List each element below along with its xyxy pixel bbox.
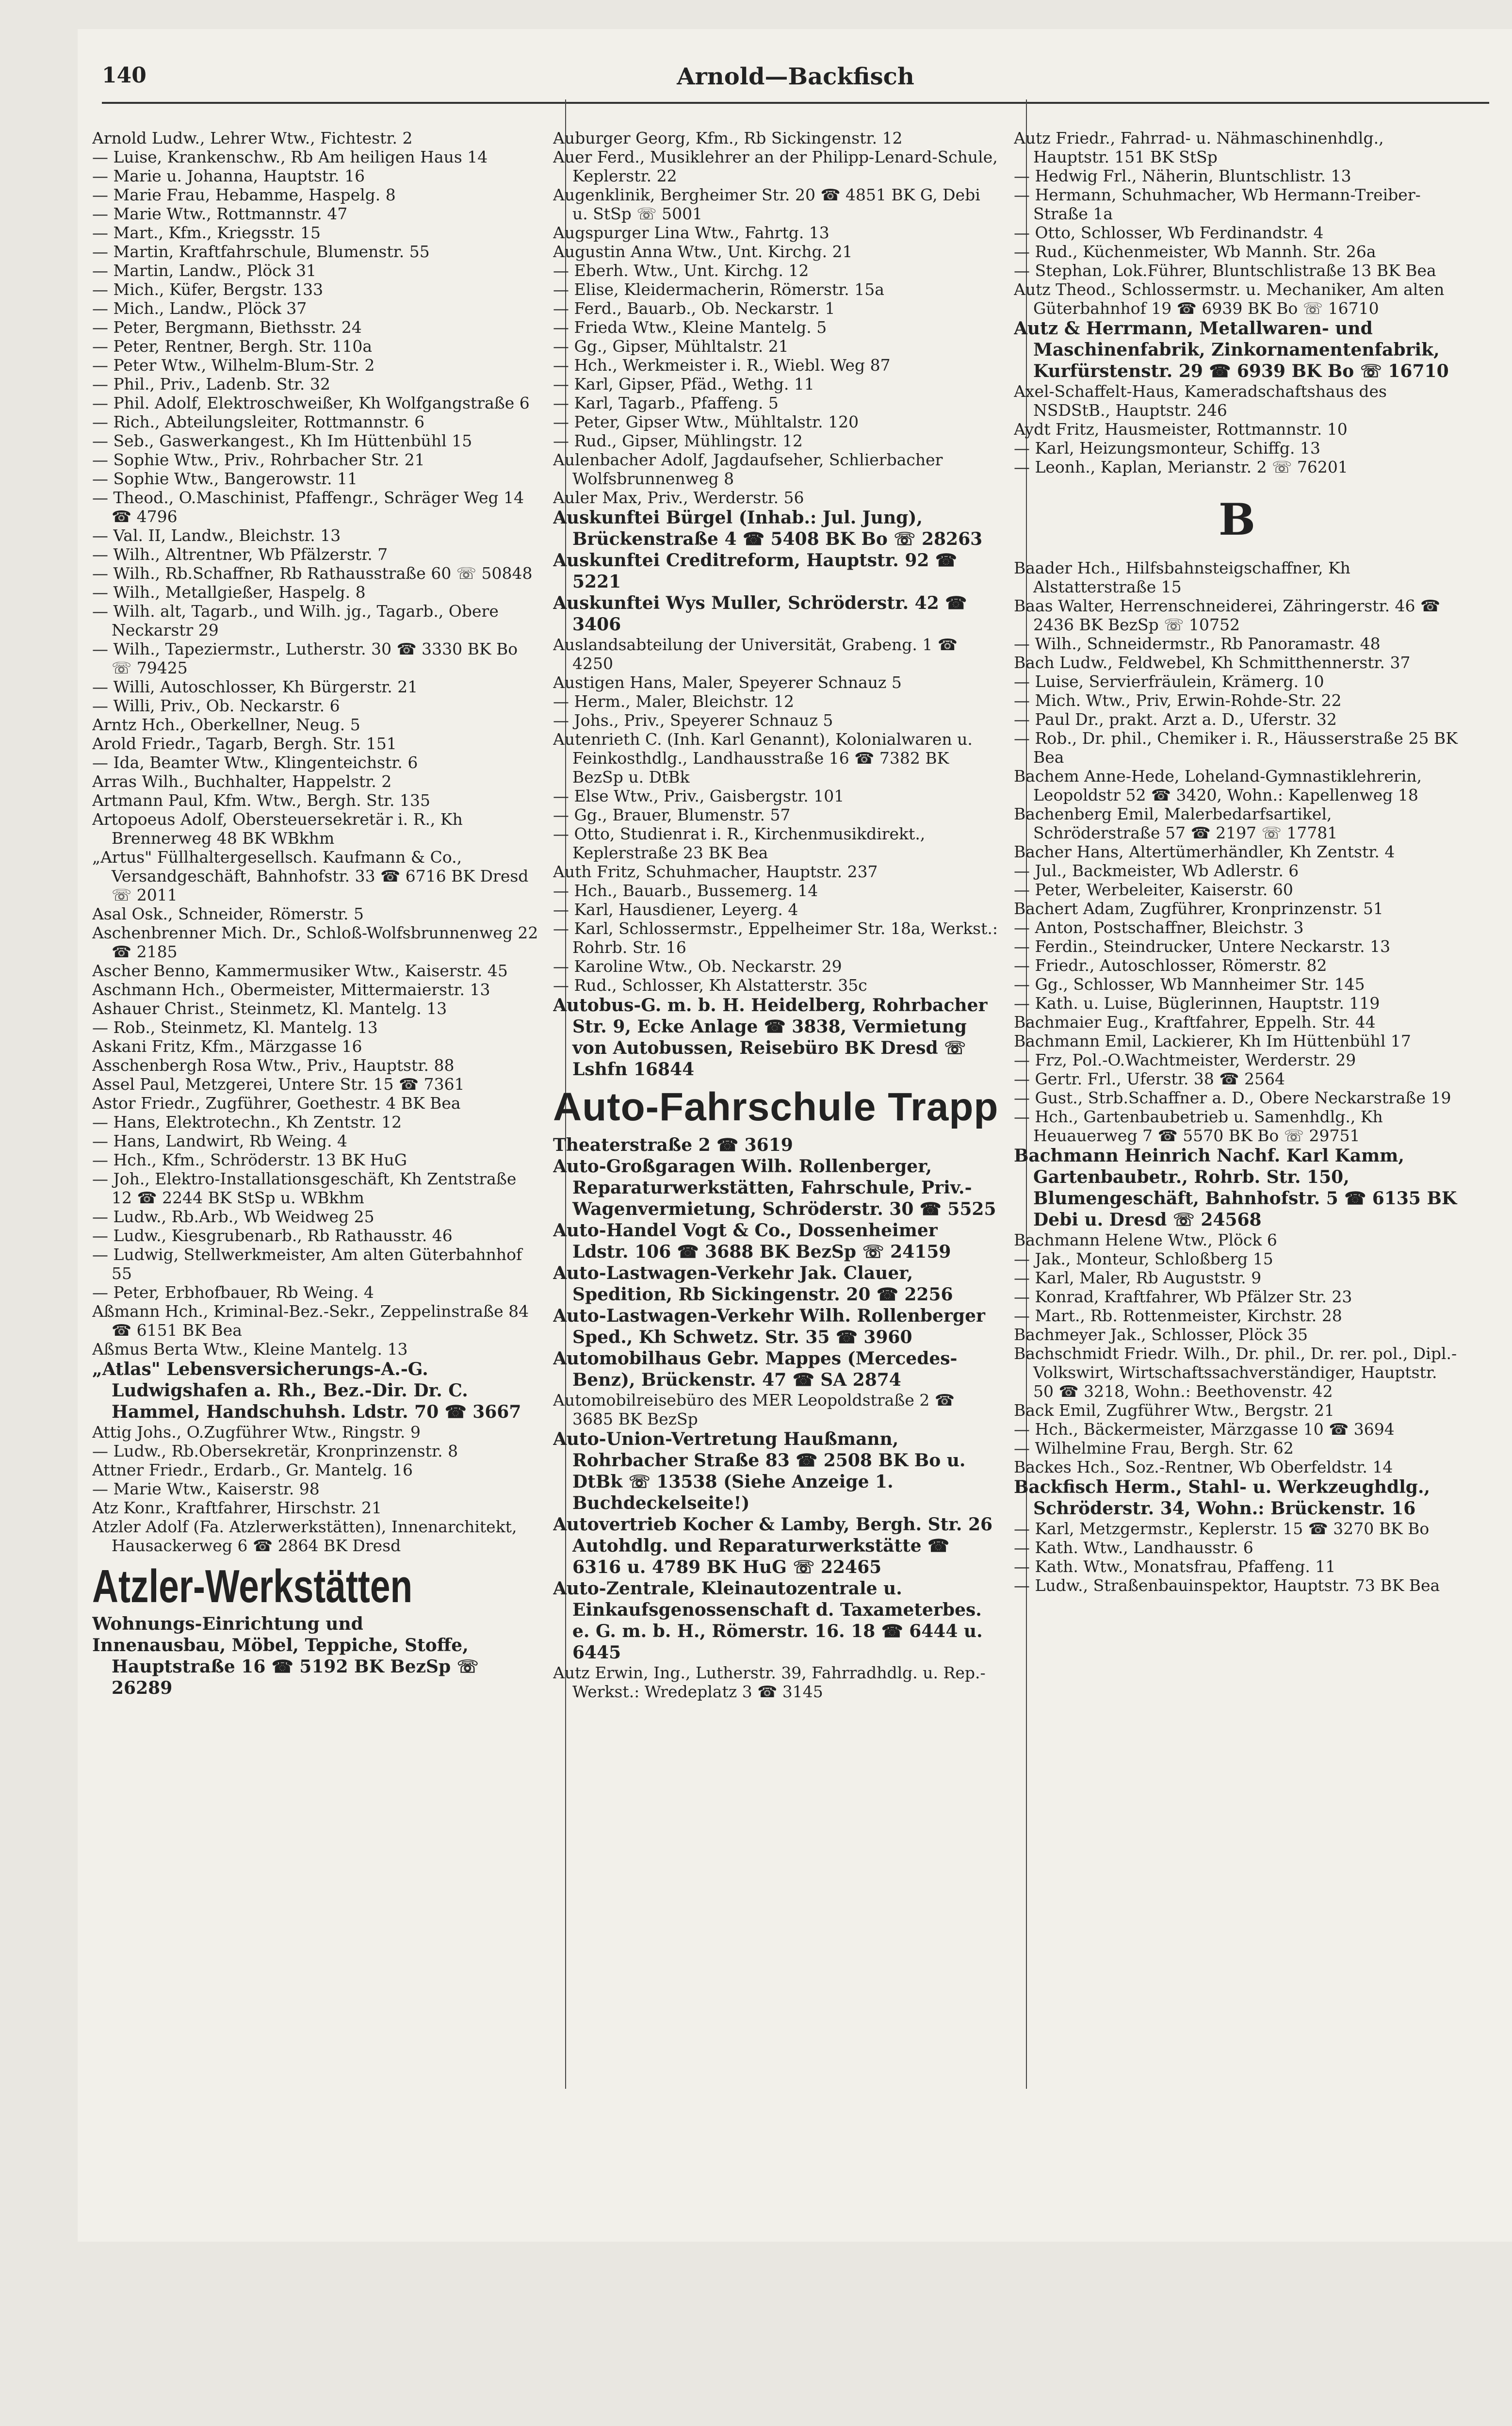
- directory-entry: — Martin, Landw., Plöck 31: [92, 261, 317, 280]
- directory-entry: — Gg., Schlosser, Wb Mannheimer Str. 145: [1014, 975, 1365, 994]
- directory-entry: Askani Fritz, Kfm., Märzgasse 16: [92, 1037, 362, 1056]
- directory-entry: Auskunftei Wys Muller, Schröderstr. 42 ☎ 3406: [553, 593, 967, 635]
- directory-entry: — Mich., Landw., Plöck 37: [92, 299, 307, 318]
- directory-entry: Augspurger Lina Wtw., Fahrtg. 13: [553, 223, 829, 242]
- directory-entry: — Theod., O.Maschinist, Pfaffengr., Schräger Weg 14 ☎ 4796: [92, 488, 524, 526]
- directory-entry: Augustin Anna Wtw., Unt. Kirchg. 21: [553, 242, 853, 261]
- directory-entry: — Hans, Landwirt, Rb Weing. 4: [92, 1131, 348, 1150]
- directory-entry: Arold Friedr., Tagarb, Bergh. Str. 151: [92, 734, 397, 753]
- directory-entry: — Ida, Beamter Wtw., Klingenteichstr. 6: [92, 753, 418, 772]
- directory-entry: — Elise, Kleidermacherin, Römerstr. 15a: [553, 280, 884, 299]
- directory-entry: — Rud., Gipser, Mühlingstr. 12: [553, 431, 803, 450]
- column-1: [92, 129, 538, 2118]
- directory-entry: — Frieda Wtw., Kleine Mantelg. 5: [553, 318, 827, 337]
- directory-entry: Autenrieth C. (Inh. Karl Genannt), Kolonialwaren u. Feinkosthdlg., Landhausstraße 16 ☎ 7382 BK BezSp u. DtBk: [553, 730, 973, 787]
- directory-entry: Arnold Ludw., Lehrer Wtw., Fichtestr. 2: [92, 129, 413, 148]
- directory-entry: Autobus-G. m. b. H. Heidelberg, Rohrbacher Str. 9, Ecke Anlage ☎ 3838, Vermietung von Autobussen, Reisebüro BK Dresd ☏ Lshfn 16844: [553, 995, 988, 1080]
- directory-entry: Automobilhaus Gebr. Mappes (Mercedes-Benz), Brückenstr. 47 ☎ SA 2874: [553, 1348, 958, 1390]
- directory-entry: — Hch., Werkmeister i. R., Wiebl. Weg 87: [553, 356, 891, 375]
- directory-entry: — Friedr., Autoschlosser, Römerstr. 82: [1014, 956, 1327, 975]
- directory-entry: — Sophie Wtw., Bangerowstr. 11: [92, 469, 358, 488]
- directory-entry: — Ludw., Straßenbauinspektor, Hauptstr. 73 BK Bea: [1014, 1576, 1440, 1595]
- directory-entry: Attig Johs., O.Zugführer Wtw., Ringstr. 9: [92, 1423, 421, 1442]
- directory-entry: — Eberh. Wtw., Unt. Kirchg. 12: [553, 261, 809, 280]
- directory-entry: Aschenbrenner Mich. Dr., Schloß-Wolfsbrunnenweg 22 ☎ 2185: [92, 923, 538, 961]
- directory-entry: Baader Hch., Hilfsbahnsteigschaffner, Kh Alstatterstraße 15: [1014, 558, 1350, 596]
- directory-entry: „Artus" Füllhaltergesellsch. Kaufmann & Co., Versandgeschäft, Bahnhofstr. 33 ☎ 6716 BK Dresd ☏ 2011: [92, 848, 529, 904]
- directory-entry: — Peter Wtw., Wilhelm-Blum-Str. 2: [92, 356, 375, 375]
- directory-entry: — Karl, Heizungsmonteur, Schiffg. 13: [1014, 439, 1320, 458]
- directory-entry: — Mich., Küfer, Bergstr. 133: [92, 280, 324, 299]
- directory-entry: — Kath. u. Luise, Büglerinnen, Hauptstr. 119: [1014, 994, 1380, 1013]
- directory-entry: — Wilh., Rb.Schaffner, Rb Rathausstraße 60 ☏ 50848: [92, 564, 533, 583]
- directory-entry: — Willi, Autoschlosser, Kh Bürgerstr. 21: [92, 677, 418, 696]
- directory-entry: — Wilh., Tapeziermstr., Lutherstr. 30 ☎ 3330 BK Bo ☏ 79425: [92, 639, 518, 677]
- directory-entry: Auler Max, Priv., Werderstr. 56: [553, 488, 804, 507]
- directory-entry: Bachmaier Eug., Kraftfahrer, Eppelh. Str. 44: [1014, 1013, 1376, 1032]
- directory-entry: — Sophie Wtw., Priv., Rohrbacher Str. 21: [92, 450, 425, 469]
- directory-entry: Autz & Herrmann, Metallwaren- und Maschinenfabrik, Zinkornamentenfabrik, Kurfürstenstr. 29 ☎ 6939 BK Bo ☏ 16710: [1014, 318, 1449, 381]
- directory-entry: Backfisch Herm., Stahl- u. Werkzeughdlg., Schröderstr. 34, Wohn.: Brückenstr. 16: [1014, 1477, 1431, 1519]
- directory-entry: — Peter, Gipser Wtw., Mühltalstr. 120: [553, 412, 859, 431]
- directory-entry: Bachmann Heinrich Nachf. Karl Kamm, Gartenbaubetr., Rohrb. Str. 150, Blumengeschäft, Bahnhofstr. 5 ☎ 6135 BK Debi u. Dresd ☏ 24568: [1014, 1146, 1457, 1230]
- directory-entry: — Konrad, Kraftfahrer, Wb Pfälzer Str. 23: [1014, 1287, 1352, 1306]
- directory-entry: Asal Osk., Schneider, Römerstr. 5: [92, 904, 364, 923]
- directory-entry: — Kath. Wtw., Landhausstr. 6: [1014, 1538, 1253, 1557]
- directory-entry: — Hch., Bauarb., Bussemerg. 14: [553, 881, 818, 900]
- directory-entry: Astor Friedr., Zugführer, Goethestr. 4 BK Bea: [92, 1094, 461, 1113]
- ad-side-text: Wohnungs-Einrichtung und: [92, 1614, 363, 1634]
- directory-entry: — Mart., Rb. Rottenmeister, Kirchstr. 28: [1014, 1306, 1342, 1325]
- directory-entry: — Johs., Priv., Speyerer Schnauz 5: [553, 711, 833, 730]
- directory-entry: Auto-Lastwagen-Verkehr Wilh. Rollenberger Sped., Kh Schwetz. Str. 35 ☎ 3960: [553, 1306, 985, 1347]
- directory-entry: Assel Paul, Metzgerei, Untere Str. 15 ☎ 7361: [92, 1075, 465, 1094]
- directory-entry: Bachmeyer Jak., Schlosser, Plöck 35: [1014, 1325, 1308, 1344]
- directory-entry: Aßmann Hch., Kriminal-Bez.-Sekr., Zeppelinstraße 84 ☎ 6151 BK Bea: [92, 1302, 529, 1340]
- directory-entry: Backes Hch., Soz.-Rentner, Wb Oberfeldstr. 14: [1014, 1458, 1393, 1476]
- directory-entry: — Karl, Schlossermstr., Eppelheimer Str. 18a, Werkst.: Rohrb. Str. 16: [553, 919, 998, 957]
- directory-entry: — Gg., Gipser, Mühltalstr. 21: [553, 337, 789, 356]
- column-3: [1014, 129, 1460, 2118]
- directory-entry: Ascher Benno, Kammermusiker Wtw., Kaiserstr. 45: [92, 961, 508, 980]
- directory-entry: Auskunftei Creditreform, Hauptstr. 92 ☎ 5221: [553, 550, 957, 592]
- directory-entry: Attner Friedr., Erdarb., Gr. Mantelg. 16: [92, 1460, 413, 1479]
- directory-entry: Artmann Paul, Kfm. Wtw., Bergh. Str. 135: [92, 791, 431, 810]
- directory-entry: Aydt Fritz, Hausmeister, Rottmannstr. 10: [1014, 420, 1348, 439]
- directory-entry: — Wilh., Metallgießer, Haspelg. 8: [92, 583, 366, 602]
- page-number: 140: [102, 63, 146, 88]
- directory-entry: — Else Wtw., Priv., Gaisbergstr. 101: [553, 787, 845, 805]
- directory-entry: — Peter, Bergmann, Biethsstr. 24: [92, 318, 362, 337]
- directory-entry: — Wilh., Schneidermstr., Rb Panoramastr. 48: [1014, 634, 1381, 653]
- directory-entry: Auslandsabteilung der Universität, Grabeng. 1 ☎ 4250: [553, 635, 958, 673]
- directory-entry: — Herm., Maler, Bleichstr. 12: [553, 692, 794, 711]
- directory-entry: — Mart., Kfm., Kriegsstr. 15: [92, 223, 321, 242]
- directory-entry: — Leonh., Kaplan, Merianstr. 2 ☏ 76201: [1014, 458, 1348, 476]
- directory-entry: — Peter, Werbeleiter, Kaiserstr. 60: [1014, 880, 1293, 899]
- directory-entry: — Ferdin., Steindrucker, Untere Neckarstr. 13: [1014, 937, 1391, 956]
- directory-entry: — Phil., Priv., Ladenb. Str. 32: [92, 375, 330, 393]
- fahrschule-advertisement: Auto-Fahrschule Trapp: [553, 1085, 999, 1129]
- directory-entry: — Martin, Kraftfahrschule, Blumenstr. 55: [92, 242, 430, 261]
- directory-entry: — Rud., Schlosser, Kh Alstatterstr. 35c: [553, 976, 867, 995]
- directory-entry: — Marie u. Johanna, Hauptstr. 16: [92, 166, 365, 185]
- directory-entry: Artopoeus Adolf, Obersteuersekretär i. R., Kh Brennerweg 48 BK WBkhm: [92, 810, 463, 848]
- directory-entry: — Mich. Wtw., Priv, Erwin-Rohde-Str. 22: [1014, 691, 1342, 710]
- directory-entry: — Hch., Kfm., Schröderstr. 13 BK HuG: [92, 1150, 407, 1169]
- directory-entry: — Paul Dr., prakt. Arzt a. D., Uferstr. 32: [1014, 710, 1337, 729]
- directory-entry: — Karl, Tagarb., Pfaffeng. 5: [553, 393, 779, 412]
- directory-entry: Auskunftei Bürgel (Inhab.: Jul. Jung), Brückenstraße 4 ☎ 5408 BK Bo ☏ 28263: [553, 508, 983, 549]
- directory-entry: Aßmus Berta Wtw., Kleine Mantelg. 13: [92, 1340, 408, 1359]
- directory-entry: Arras Wilh., Buchhalter, Happelstr. 2: [92, 772, 392, 791]
- directory-entry: — Seb., Gaswerkangest., Kh Im Hüttenbühl 15: [92, 431, 472, 450]
- directory-entry: — Ludw., Rb.Obersekretär, Kronprinzenstr. 8: [92, 1442, 458, 1460]
- atzler-advertisement: [92, 1555, 538, 1699]
- directory-entry: — Luise, Krankenschw., Rb Am heiligen Haus 14: [92, 148, 488, 166]
- directory-entry: — Gertr. Frl., Uferstr. 38 ☎ 2564: [1014, 1069, 1285, 1088]
- directory-entry: Arntz Hch., Oberkellner, Neug. 5: [92, 715, 360, 734]
- directory-entry: — Hedwig Frl., Näherin, Bluntschlistr. 13: [1014, 166, 1351, 185]
- directory-entry: — Otto, Studienrat i. R., Kirchenmusikdirekt., Keplerstraße 23 BK Bea: [553, 824, 926, 862]
- directory-entry: Augenklinik, Bergheimer Str. 20 ☎ 4851 BK G, Debi u. StSp ☏ 5001: [553, 185, 980, 223]
- footer: [0, 2242, 1512, 2311]
- directory-entry: Autz Erwin, Ing., Lutherstr. 39, Fahrradhdlg. u. Rep.-Werkst.: Wredeplatz 3 ☎ 3145: [553, 1663, 986, 1701]
- directory-entry: — Karl, Hausdiener, Leyerg. 4: [553, 900, 798, 919]
- directory-entry: — Wilh. alt, Tagarb., und Wilh. jg., Tagarb., Obere Neckarstr 29: [92, 602, 499, 639]
- directory-entry: Bachschmidt Friedr. Wilh., Dr. phil., Dr. rer. pol., Dipl.-Volkswirt, Wirtschaftssachverständiger, Hauptstr. 50 ☎ 3218, Wohn.: Beethovenstr. 42: [1014, 1344, 1457, 1401]
- directory-entry: — Karl, Gipser, Pfäd., Wethg. 11: [553, 375, 814, 393]
- directory-entry: „Atlas" Lebensversicherungs-A.-G. Ludwigshafen a. Rh., Bez.-Dir. Dr. C. Hammel, Handschuhsh. Ldstr. 70 ☎ 3667: [92, 1359, 521, 1422]
- directory-entry: — Luise, Servierfräulein, Krämerg. 10: [1014, 672, 1324, 691]
- directory-entry: Auth Fritz, Schuhmacher, Hauptstr. 237: [553, 862, 878, 881]
- directory-entry: — Ludwig, Stellwerkmeister, Am alten Güterbahnhof 55: [92, 1245, 522, 1283]
- directory-entry: — Gust., Strb.Schaffner a. D., Obere Neckarstraße 19: [1014, 1088, 1451, 1107]
- directory-entry: — Jul., Backmeister, Wb Adlerstr. 6: [1014, 861, 1299, 880]
- directory-entry: — Rud., Küchenmeister, Wb Mannh. Str. 26a: [1014, 242, 1376, 261]
- directory-entry: — Hermann, Schuhmacher, Wb Hermann-Treiber-Straße 1a: [1014, 185, 1421, 223]
- directory-entry: — Ludw., Rb.Arb., Wb Weidweg 25: [92, 1207, 374, 1226]
- directory-entry: Bachenberg Emil, Malerbedarfsartikel, Schröderstraße 57 ☎ 2197 ☏ 17781: [1014, 804, 1338, 842]
- directory-entry: — Marie Wtw., Kaiserstr. 98: [92, 1479, 320, 1498]
- directory-entry: Asschenbergh Rosa Wtw., Priv., Hauptstr. 88: [92, 1056, 455, 1075]
- directory-entry: Auto-Handel Vogt & Co., Dossenheimer Ldstr. 106 ☎ 3688 BK BezSp ☏ 24159: [553, 1220, 951, 1262]
- directory-entry: Ashauer Christ., Steinmetz, Kl. Mantelg. 13: [92, 999, 447, 1018]
- directory-entry: — Ludw., Kiesgrubenarb., Rb Rathausstr. 46: [92, 1226, 453, 1245]
- directory-entry: Auer Ferd., Musiklehrer an der Philipp-Lenard-Schule, Keplerstr. 22: [553, 148, 998, 185]
- directory-entry: Autz Theod., Schlossermstr. u. Mechaniker, Am alten Güterbahnhof 19 ☎ 6939 BK Bo ☏ 16710: [1014, 280, 1445, 318]
- directory-entry: — Hch., Gartenbaubetrieb u. Samenhdlg., Kh Heuauerweg 7 ☎ 5570 BK Bo ☏ 29751: [1014, 1107, 1383, 1145]
- directory-entry: Bach Ludw., Feldwebel, Kh Schmitthennerstr. 37: [1014, 653, 1411, 672]
- directory-entry: — Joh., Elektro-Installationsgeschäft, Kh Zentstraße 12 ☎ 2244 BK StSp u. WBkhm: [92, 1169, 517, 1207]
- directory-entry: — Kath. Wtw., Monatsfrau, Pfaffeng. 11: [1014, 1557, 1336, 1576]
- directory-entry: — Marie Wtw., Rottmannstr. 47: [92, 204, 348, 223]
- directory-entry: Austigen Hans, Maler, Speyerer Schnauz 5: [553, 673, 902, 692]
- directory-entry: — Rich., Abteilungsleiter, Rottmannstr. 6: [92, 412, 425, 431]
- directory-entry: Atzler Adolf (Fa. Atzlerwerkstätten), Innenarchitekt, Hausackerweg 6 ☎ 2864 BK Dresd: [92, 1517, 517, 1555]
- ad-tagline: Innenausbau, Möbel, Teppiche, Stoffe, Hauptstraße 16 ☎ 5192 BK BezSp ☏ 26289: [92, 1635, 479, 1698]
- directory-entry: — Marie Frau, Hebamme, Haspelg. 8: [92, 185, 396, 204]
- directory-entry: — Peter, Erbhofbauer, Rb Weing. 4: [92, 1283, 374, 1302]
- directory-entry: Baas Walter, Herrenschneiderei, Zähringerstr. 46 ☎ 2436 BK BezSp ☏ 10752: [1014, 596, 1441, 634]
- directory-entry: — Wilhelmine Frau, Bergh. Str. 62: [1014, 1439, 1294, 1458]
- directory-entry: — Val. II, Landw., Bleichstr. 13: [92, 526, 341, 545]
- directory-entry: — Frz, Pol.-O.Wachtmeister, Werderstr. 29: [1014, 1050, 1356, 1069]
- directory-entry: — Stephan, Lok.Führer, Bluntschlistraße 13 BK Bea: [1014, 261, 1436, 280]
- column-2: [553, 129, 999, 2118]
- directory-entry: Bachmann Emil, Lackierer, Kh Im Hüttenbühl 17: [1014, 1032, 1411, 1050]
- directory-entry: — Gg., Brauer, Blumenstr. 57: [553, 805, 791, 824]
- directory-entry: Bacher Hans, Altertümerhändler, Kh Zentstr. 4: [1014, 842, 1395, 861]
- directory-entry: Auburger Georg, Kfm., Rb Sickingenstr. 12: [553, 129, 903, 148]
- directory-entry: Aulenbacher Adolf, Jagdaufseher, Schlierbacher Wolfsbrunnenweg 8: [553, 450, 943, 488]
- directory-entry: Bachmann Helene Wtw., Plöck 6: [1014, 1230, 1277, 1249]
- directory-entry: Theaterstraße 2 ☎ 3619: [553, 1135, 793, 1155]
- directory-entry: Aschmann Hch., Obermeister, Mittermaierstr. 13: [92, 980, 490, 999]
- directory-entry: Auto-Zentrale, Kleinautozentrale u. Einkaufsgenossenschaft d. Taxameterbes. e. G. m. b. H., Römerstr. 16. 18 ☎ 6444 u. 6445: [553, 1578, 983, 1663]
- ad-company-name: Atzler-Werkstätten: [92, 1560, 413, 1612]
- directory-entry: Autovertrieb Kocher & Lamby, Bergh. Str. 26 Autohdlg. und Reparaturwerkstätte ☎ 6316 u. 4789 BK HuG ☏ 22465: [553, 1514, 993, 1577]
- directory-entry: — Willi, Priv., Ob. Neckarstr. 6: [92, 696, 340, 715]
- running-title: Arnold—Backfisch: [677, 63, 914, 90]
- directory-entry: Back Emil, Zugführer Wtw., Bergstr. 21: [1014, 1401, 1334, 1420]
- directory-entry: — Peter, Rentner, Bergh. Str. 110a: [92, 337, 373, 356]
- directory-entry: Autz Friedr., Fahrrad- u. Nähmaschinenhdlg., Hauptstr. 151 BK StSp: [1014, 129, 1384, 166]
- directory-entry: — Karl, Maler, Rb Auguststr. 9: [1014, 1268, 1262, 1287]
- directory-entry: — Anton, Postschaffner, Bleichstr. 3: [1014, 918, 1304, 937]
- directory-entry: — Rob., Steinmetz, Kl. Mantelg. 13: [92, 1018, 378, 1037]
- directory-entry: — Hans, Elektrotechn., Kh Zentstr. 12: [92, 1113, 402, 1131]
- directory-entry: Auto-Lastwagen-Verkehr Jak. Clauer, Spedition, Rb Sickingenstr. 20 ☎ 2256: [553, 1263, 953, 1305]
- directory-entry: Atz Konr., Kraftfahrer, Hirschstr. 21: [92, 1498, 382, 1517]
- directory-entry: — Rob., Dr. phil., Chemiker i. R., Häusserstraße 25 BK Bea: [1014, 729, 1458, 767]
- directory-entry: Axel-Schaffelt-Haus, Kameradschaftshaus des NSDStB., Hauptstr. 246: [1014, 382, 1387, 420]
- directory-entry: — Karoline Wtw., Ob. Neckarstr. 29: [553, 957, 842, 976]
- directory-entry: — Phil. Adolf, Elektroschweißer, Kh Wolfgangstraße 6: [92, 393, 530, 412]
- directory-entry: Bachem Anne-Hede, Loheland-Gymnastiklehrerin, Leopoldstr 52 ☎ 3420, Wohn.: Kapellenweg 18: [1014, 767, 1422, 804]
- directory-entry: Auto-Großgaragen Wilh. Rollenberger, Reparaturwerkstätten, Fahrschule, Priv.-Wagenvermietung, Schröderstr. 30 ☎ 5525: [553, 1156, 996, 1219]
- directory-entry: Auto-Union-Vertretung Haußmann, Rohrbacher Straße 83 ☎ 2508 BK Bo u. DtBk ☏ 13538 (Siehe Anzeige 1. Buchdeckelseite!): [553, 1429, 966, 1513]
- directory-entry: — Otto, Schlosser, Wb Ferdinandstr. 4: [1014, 223, 1324, 242]
- directory-entry: — Wilh., Altrentner, Wb Pfälzerstr. 7: [92, 545, 388, 564]
- directory-entry: — Jak., Monteur, Schloßberg 15: [1014, 1249, 1273, 1268]
- directory-entry: Automobilreisebüro des MER Leopoldstraße 2 ☎ 3685 BK BezSp: [553, 1391, 955, 1428]
- directory-entry: — Hch., Bäckermeister, Märzgasse 10 ☎ 3694: [1014, 1420, 1395, 1439]
- section-letter: B: [1218, 494, 1256, 545]
- directory-entry: — Karl, Metzgermstr., Keplerstr. 15 ☎ 3270 BK Bo: [1014, 1519, 1430, 1538]
- directory-entry: — Ferd., Bauarb., Ob. Neckarstr. 1: [553, 299, 835, 318]
- directory-entry: Bachert Adam, Zugführer, Kronprinzenstr. 51: [1014, 899, 1383, 918]
